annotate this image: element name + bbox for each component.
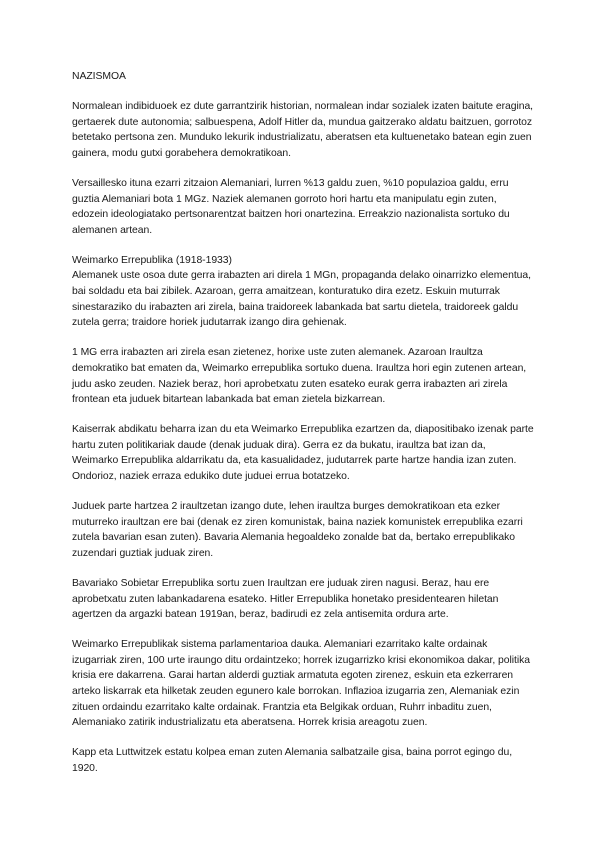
section-paragraph-6: Weimarko Errepublikak sistema parlamentarioa dauka. Alemaniari ezarritako kalte ordainak izugarriak ziren, 100 urte iraungo ditu ordaintzeko; horrek izugarrizko krisi ekonomikoa dakar, politika krisia ere dakarrena. Garai hartan alderdi guztiak armatuta egoten zirenez, eskuin eta ezkerraren arteko liskarrak eta hilketak zeuden egunero kale borrokan. Inflazioa izugarria zen, Alemaniak ezin zituen ordaindu ezarritako kalte ordainak. Frantzia eta Belgikak orduan, Ruhrr inbaditu zuen, Alemaniako zatirik industrializatu eta aberatsena. Horrek krisia areagotu zuen.	[72, 639, 530, 729]
section-paragraph-2: 1 MG erra irabazten ari zirela esan zietenez, horixe uste zuten alemanek. Azaroan Iraultza demokratiko bat ematen da, Weimarko errepublika sortuko duena. Iraultza hori egin zutenen artean, judu asko zeuden. Naziek beraz, hori aprobetxatu zuten esateko eurak gerra irabazten ari zirela frontean eta juduek bitartean labankada bat eman zietela bizkarrean.	[72, 347, 527, 406]
intro-paragraph-2: Versaillesko ituna ezarri zitzaion Alemaniari, lurren %13 galdu zuen, %10 populazioa galdu, erru guztia Alemaniari bota 1 MGz. Naziek alemanen gorroto hori hartu eta manipulatu egin zuten, edozein ideologiatako pertsonarentzat baitzen hori onartezina. Erreakzio nazionalista sortuko du alemanen artean.	[72, 177, 510, 236]
section-paragraph-5: Bavariako Sobietar Errepublika sortu zuen Iraultzan ere juduak ziren nagusi. Beraz, hau ere aprobetxatu zuten labankadarena esateko. Hitler Errepublika honetako presidentearen hiletan agertzen da argazki batean 1919an, beraz, badirudi ez zela antisemita ordura arte.	[72, 577, 499, 621]
section-heading: Weimarko Errepublika (1918-1933)	[72, 254, 232, 266]
section-paragraph-4: Juduek parte hartzea 2 iraultzetan izango dute, lehen iraultza burges demokratikoan eta ezker muturreko iraultzan ere bai (denak ez ziren komunistak, baina naziek komunistek errepublika ezarri zutela bavarian esan zuten). Bavaria Alemania hegoaldeko zonalde bat da, bertako errepublikako zuzendari guztiak juduak ziren.	[72, 501, 523, 559]
section-paragraph-7: Kapp eta Luttwitzek estatu kolpea eman zuten Alemania salbatzaile gisa, baina porrot egingo du, 1920.	[72, 747, 513, 774]
section-paragraph-3: Kaiserrak abdikatu beharra izan du eta Weimarko Errepublika ezartzen da, diapositibako izenak parte hartu zuten politikariak daude (denak juduak dira). Gerra ez da bukatu, iraultza bat izan da, Weimarko Errepublika aldarrikatu da, eta kasualidadez, judutarrek parte hartze handia izan zuten. Ondorioz, naziek erraza edukiko dute juduei errua botatzeko.	[72, 424, 534, 482]
section-paragraph-1: Alemanek uste osoa dute gerra irabazten ari direla 1 MGn, propaganda delako oinarrizko elementua, bai soldadu eta bai zibilek. Azaroan, gerra amaitzean, konturatuko dira ezetz. Eskuin muturrak sinestaraziko du irabazten ari zirela, baina traidoreek labankada bat sartu dietela, traidoreek galdu zutela gerra; traidore horiek judutarrak izango dira gehienak.	[72, 270, 531, 329]
intro-paragraph-1: Normalean indibiduoek ez dute garrantzirik historian, normalean indar sozialek izaten baitute eragina, gertaerek dute autonomia; salbuespena, Adolf Hitler da, mundua gaitzerako aldatu baitzuen, gorrotoz betetako pertsona zen. Munduko lekurik industrializatu, aberatsen eta kultuenetako batean egin zuen gainera, modu gutxi gorabehera demokratikoan.	[72, 101, 534, 159]
document-body	[72, 69, 534, 791]
document-title: NAZISMOA	[72, 71, 126, 82]
